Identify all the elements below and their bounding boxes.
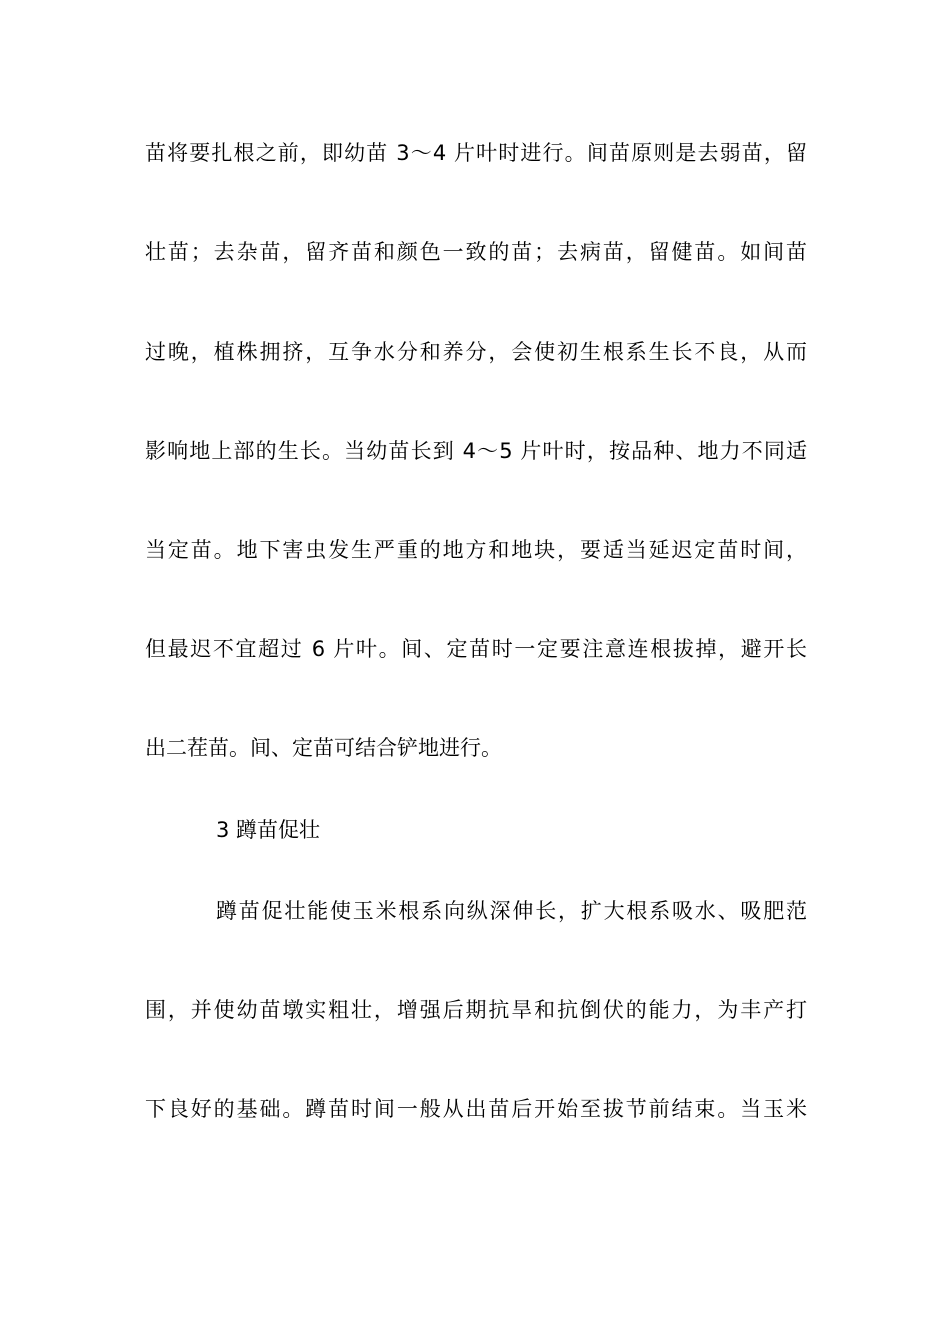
paragraph-line: 出二茬苗。间、定苗可结合铲地进行。 <box>145 736 502 760</box>
paragraph-line: 当定苗。地下害虫发生严重的地方和地块，要适当延迟定苗时间， <box>145 538 807 562</box>
paragraph-line: 围，并使幼苗墩实粗壮，增强后期抗旱和抗倒伏的能力，为丰产打 <box>145 998 807 1022</box>
paragraph-line: 过晚，植株拥挤，互争水分和养分，会使初生根系生长不良，从而 <box>145 340 807 364</box>
paragraph-line: 苗将要扎根之前，即幼苗 3～4 片叶时进行。间苗原则是去弱苗，留 <box>145 141 807 165</box>
paragraph-line: 但最迟不宜超过 6 片叶。间、定苗时一定要注意连根拔掉，避开长 <box>145 637 807 661</box>
paragraph-line: 蹲苗促壮能使玉米根系向纵深伸长，扩大根系吸水、吸肥范 <box>216 899 807 923</box>
paragraph-line: 影响地上部的生长。当幼苗长到 4～5 片叶时，按品种、地力不同适 <box>145 439 807 463</box>
paragraph-line: 下良好的基础。蹲苗时间一般从出苗后开始至拔节前结束。当玉米 <box>145 1097 807 1121</box>
section-heading: 3 蹲苗促壮 <box>216 818 321 842</box>
paragraph-line: 壮苗；去杂苗，留齐苗和颜色一致的苗；去病苗，留健苗。如间苗 <box>145 240 807 264</box>
